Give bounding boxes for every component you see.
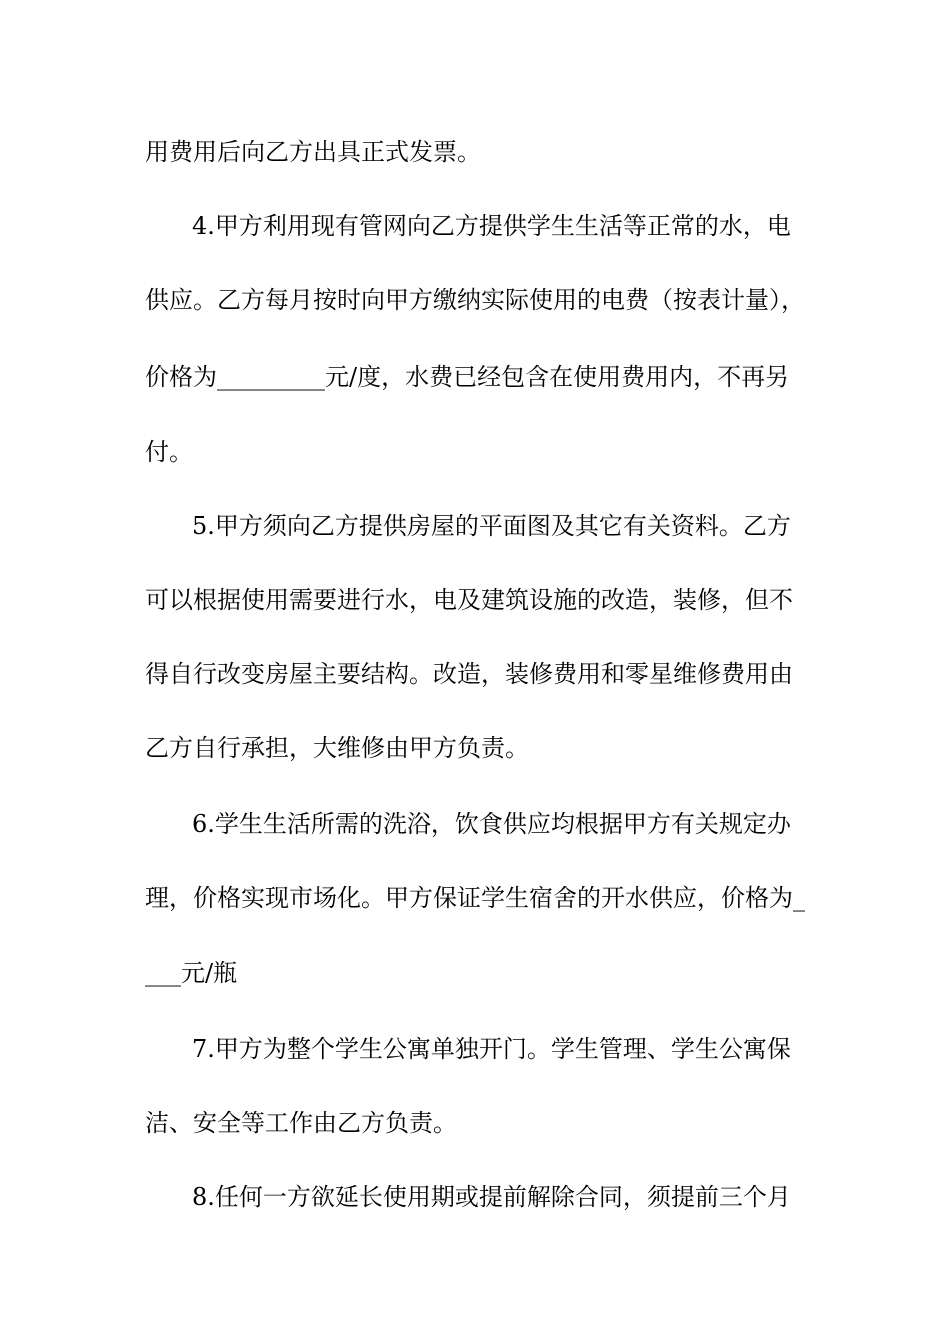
clause-4-line-4: 付。 xyxy=(145,438,193,466)
clause-4-line-3: 价格为_________元/度，水费已经包含在使用费用内，不再另 xyxy=(145,363,790,391)
clause-6-line-2: 理，价格实现市场化。甲方保证学生宿舍的开水供应，价格为_ xyxy=(145,884,805,912)
clause-5-line-1: 5.甲方须向乙方提供房屋的平面图及其它有关资料。乙方 xyxy=(192,512,791,540)
clause-5-line-4: 乙方自行承担，大维修由甲方负责。 xyxy=(145,734,529,762)
clause-7-line-2: 洁、安全等工作由乙方负责。 xyxy=(145,1109,457,1137)
clause-6-line-1: 6.学生生活所需的洗浴，饮食供应均根据甲方有关规定办 xyxy=(192,810,791,838)
clause-4-line-1: 4.甲方利用现有管网向乙方提供学生生活等正常的水，电 xyxy=(192,212,791,240)
clause-5-line-2: 可以根据使用需要进行水，电及建筑设施的改造，装修，但不 xyxy=(145,586,793,614)
clause-4-line-2: 供应。乙方每月按时向甲方缴纳实际使用的电费（按表计量）， xyxy=(145,286,805,314)
clause-6-line-3: ___元/瓶 xyxy=(145,959,238,987)
clause-7-line-1: 7.甲方为整个学生公寓单独开门。学生管理、学生公寓保 xyxy=(192,1035,791,1063)
clause-5-line-3: 得自行改变房屋主要结构。改造，装修费用和零星维修费用由 xyxy=(145,660,793,688)
clause-8-line-1: 8.任何一方欲延长使用期或提前解除合同，须提前三个月 xyxy=(192,1183,791,1211)
text-line-1: 用费用后向乙方出具正式发票。 xyxy=(145,138,481,166)
